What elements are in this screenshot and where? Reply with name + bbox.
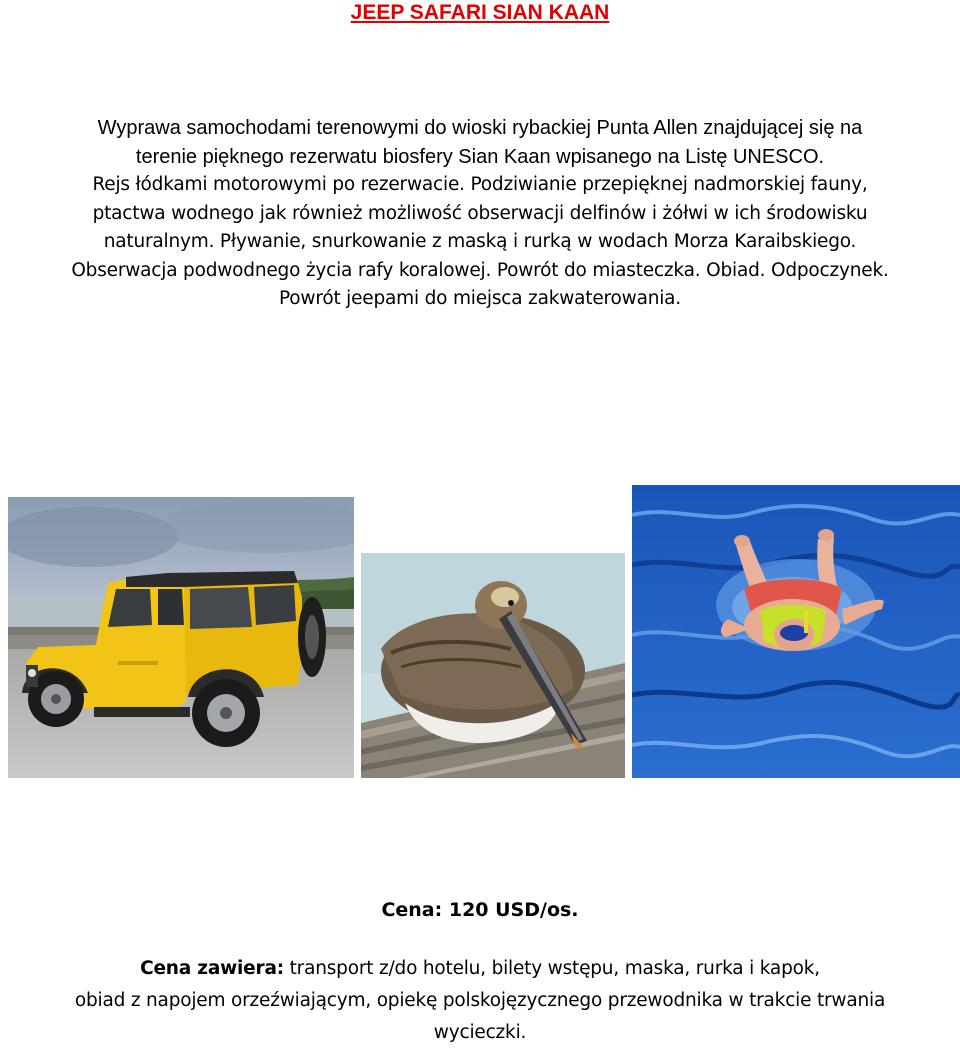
pelican-photo [361, 553, 625, 778]
description-line: Powrót jeepami do miejsca zakwaterowania. [278, 288, 681, 309]
includes-line-1 [0, 953, 960, 985]
includes-line-3: wycieczki. [433, 1022, 527, 1043]
description-line: ptactwa wodnego jak również możliwość obserwacji delfinów i żółwi w ich środowisku [92, 202, 868, 224]
includes-label: Cena zawiera: [140, 958, 284, 979]
page-title: JEEP SAFARI SIAN KAAN [350, 1, 610, 24]
includes-text-1: transport z/do hotelu, bilety wstępu, maska, rurka i kapok, [283, 958, 820, 979]
jeep-photo [8, 497, 354, 778]
description-line: Wyprawa samochodami terenowymi do wioski rybackiej Punta Allen znajdującej się na [97, 117, 863, 139]
includes-line-2: obiad z napojem orzeźwiającym, opiekę polskojęzycznego przewodnika w trakcie trwania [74, 990, 886, 1011]
description-line: naturalnym. Pływanie, snurkowanie z maską i rurką w wodach Morza Karaibskiego. [103, 231, 857, 252]
description-line: Obserwacja podwodnego życia rafy koralowej. Powrót do miasteczka. Obiad. Odpoczynek. [71, 259, 889, 281]
description-line: Rejs łódkami motorowymi po rezerwacie. Podziwianie przepięknej nadmorskiej fauny, [92, 174, 868, 195]
price: Cena: 120 USD/os. [381, 899, 579, 921]
description-line: terenie pięknego rezerwatu biosfery Sian Kaan wpisanego na Listę UNESCO. [135, 145, 825, 168]
description [0, 114, 960, 314]
swimmer-photo [632, 485, 960, 778]
price-includes [0, 953, 960, 1049]
